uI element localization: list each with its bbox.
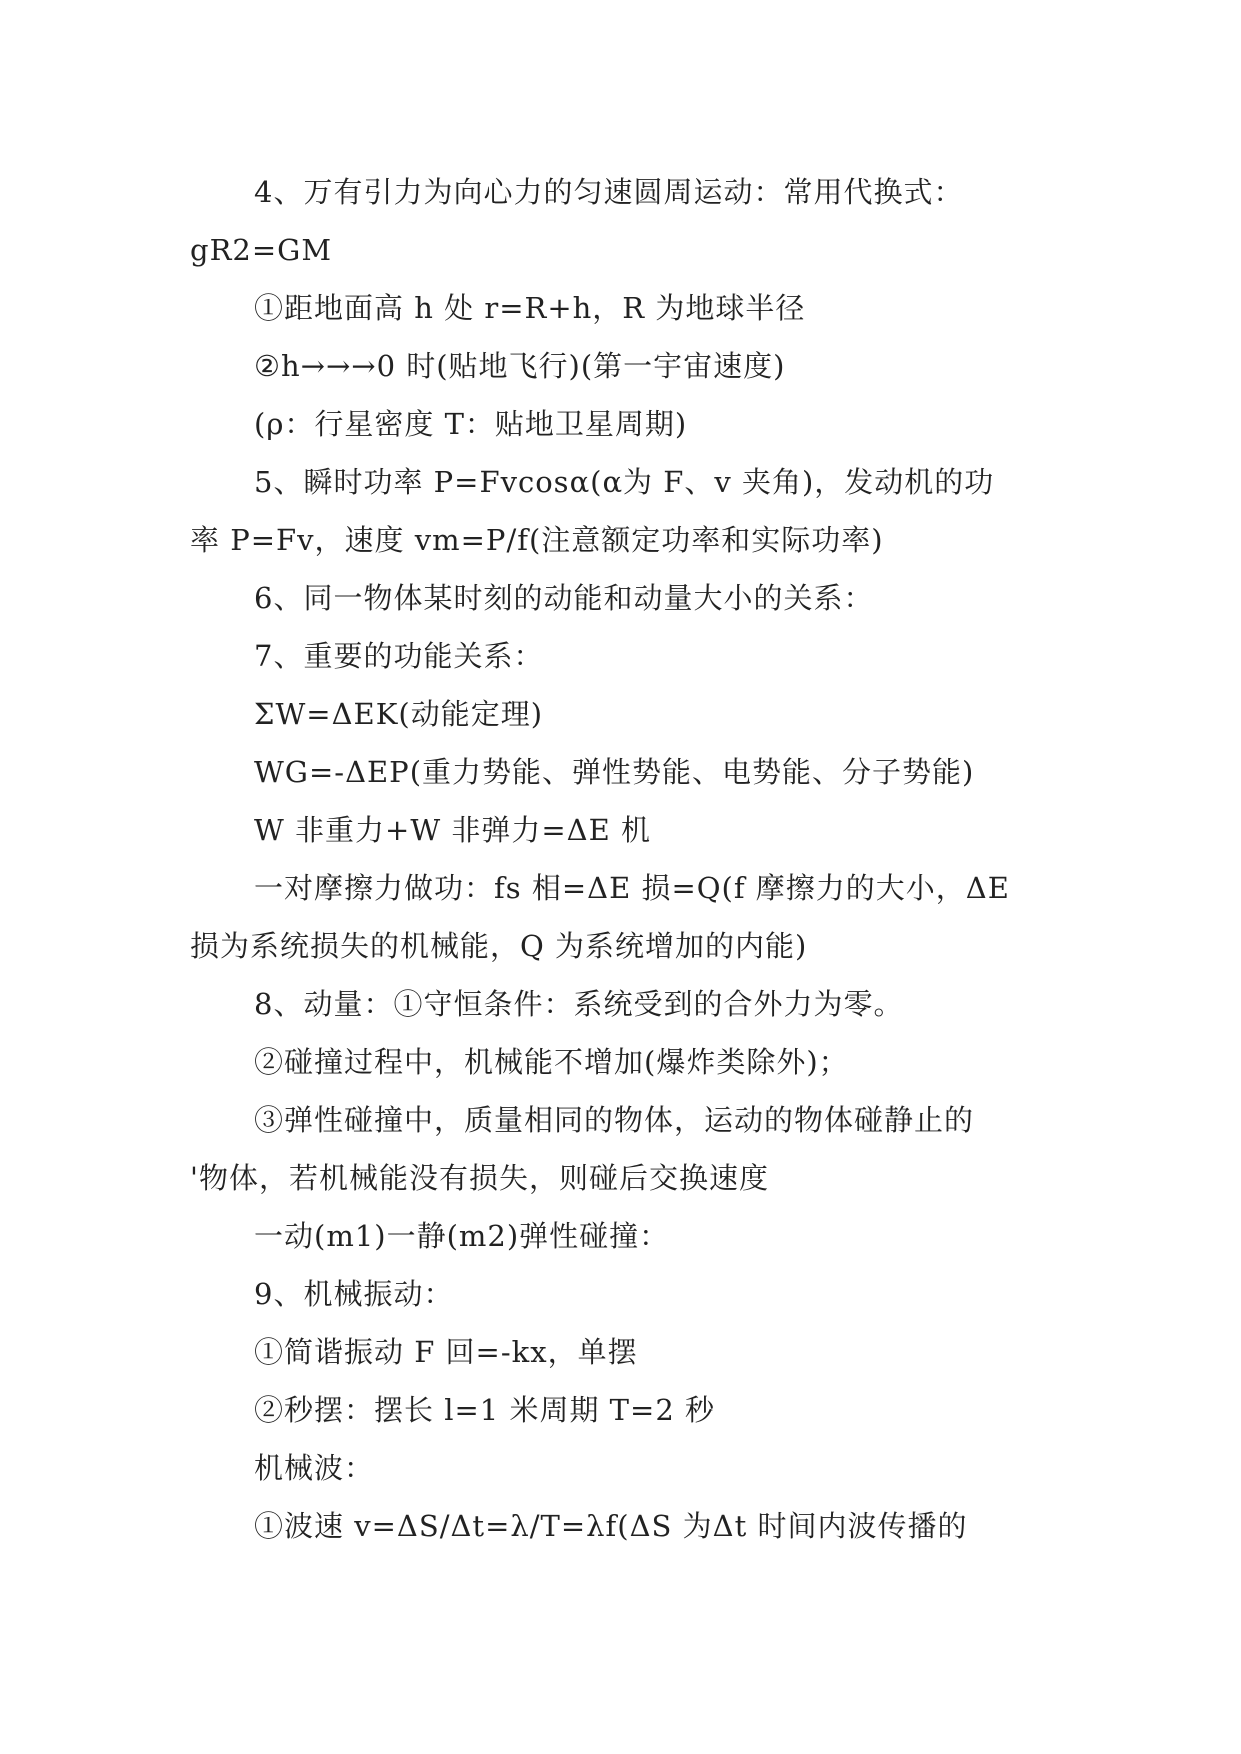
text-line: 机械波： xyxy=(254,1451,375,1485)
text-line: ①波速 v=ΔS/Δt=λ/T=λf(ΔS 为Δt 时间内波传播的 xyxy=(254,1509,968,1543)
text-line: WG=-ΔEP(重力势能、弹性势能、电势能、分子势能) xyxy=(254,755,975,789)
text-line: 一动(m1)一静(m2)弹性碰撞： xyxy=(254,1219,670,1253)
text-line: 7、重要的功能关系： xyxy=(254,639,544,673)
text-line: W 非重力+W 非弹力=ΔE 机 xyxy=(254,813,651,847)
text-line: 6、同一物体某时刻的动能和动量大小的关系： xyxy=(254,581,874,615)
text-line: '物体，若机械能没有损失，则碰后交换速度 xyxy=(190,1161,769,1195)
text-line: 率 P=Fv，速度 vm=P/f(注意额定功率和实际功率) xyxy=(190,523,884,557)
text-line: ΣW=ΔEK(动能定理) xyxy=(254,697,544,731)
text-line: ②碰撞过程中，机械能不增加(爆炸类除外)； xyxy=(254,1045,849,1079)
text-line: ①简谐振动 F 回=-kx，单摆 xyxy=(254,1335,638,1369)
text-line: 9、机械振动： xyxy=(254,1277,454,1311)
text-line: gR2=GM xyxy=(190,233,333,267)
text-line: ②秒摆：摆长 l=1 米周期 T=2 秒 xyxy=(254,1393,715,1427)
text-line: 4、万有引力为向心力的匀速圆周运动：常用代换式： xyxy=(254,175,964,209)
text-line: ③弹性碰撞中，质量相同的物体，运动的物体碰静止的 xyxy=(254,1103,975,1137)
text-line: ②h→→→0 时(贴地飞行)(第一宇宙速度) xyxy=(254,349,786,383)
text-line: 5、瞬时功率 P=Fvcosα(α为 F、v 夹角)，发动机的功 xyxy=(254,465,995,499)
document-body xyxy=(190,163,1050,1555)
text-line: (ρ：行星密度 T：贴地卫星周期) xyxy=(254,407,688,441)
text-line: ①距地面高 h 处 r=R+h，R 为地球半径 xyxy=(254,291,806,325)
text-line: 8、动量：①守恒条件：系统受到的合外力为零。 xyxy=(254,987,904,1021)
text-line: 损为系统损失的机械能，Q 为系统增加的内能) xyxy=(190,929,808,963)
text-line: 一对摩擦力做功：fs 相=ΔE 损=Q(f 摩擦力的大小，ΔE xyxy=(254,871,1010,905)
